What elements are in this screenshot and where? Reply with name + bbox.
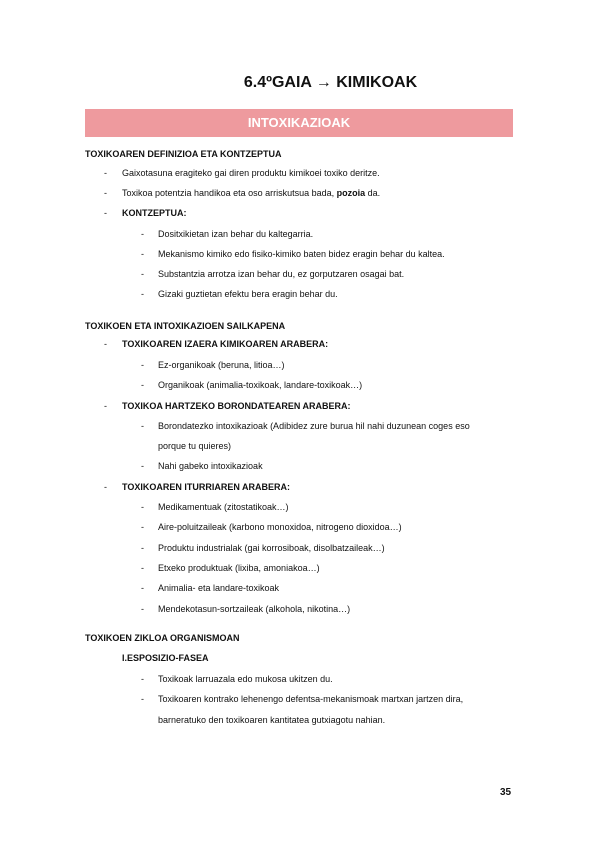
- list-item-text: Dositxikietan izan behar du kaltegarria.: [158, 229, 314, 239]
- list-item-text: Produktu industrialak (gai korrosiboak, disolbatzaileak…): [158, 543, 385, 553]
- list-item-text: Toxikoaren kontrako lehenengo defentsa-mekanismoak martxan jartzen dira,: [158, 694, 464, 704]
- list-item-text: barneratuko den toxikoaren kantitatea gutxiagotu nahian.: [158, 715, 386, 725]
- group-heading-text: TOXIKOA HARTZEKO BORONDATEAREN ARABERA:: [122, 401, 351, 411]
- poison-term: pozoia: [336, 188, 366, 198]
- list-item-text: Gaixotasuna eragiteko gai diren produktu kimikoei toxiko deritze.: [122, 168, 380, 178]
- bullet-dash: -: [104, 168, 107, 178]
- bullet-dash: -: [104, 208, 107, 218]
- section-heading-cycle: TOXIKOEN ZIKLOA ORGANISMOAN: [85, 633, 240, 643]
- list-item-text: porque tu quieres): [158, 441, 232, 451]
- list-item-text: Mekanismo kimiko edo fisiko-kimiko baten bidez eragin behar du kaltea.: [158, 249, 445, 259]
- list-item-text: Toxikoa potentzia handikoa eta oso arriskutsua bada, pozoia da.: [122, 188, 381, 198]
- list-item-text: Gizaki guztietan efektu bera eragin behar du.: [158, 289, 338, 299]
- list-item-text: Animalia- eta landare-toxikoak: [158, 583, 280, 593]
- section-heading-definition: TOXIKOAREN DEFINIZIOA ETA KONTZEPTUA: [85, 149, 282, 159]
- page-title: 6.4ºGAIA → KIMIKOAK: [243, 74, 418, 91]
- list-item-text: Nahi gabeko intoxikazioak: [158, 461, 263, 471]
- section-heading-classification: TOXIKOEN ETA INTOXIKAZIOEN SAILKAPENA: [85, 321, 286, 331]
- bullet-dash: -: [104, 188, 107, 198]
- concept-label: KONTZEPTUA:: [122, 208, 187, 218]
- list-item-text: Mendekotasun-sortzaileak (alkohola, nikotina…): [158, 604, 351, 614]
- list-item-text: Ez-organikoak (beruna, litioa…): [158, 360, 285, 370]
- list-item-text: Organikoak (animalia-toxikoak, landare-toxikoak…): [158, 380, 363, 390]
- page-number: 35: [500, 787, 512, 798]
- subsection-heading: I.ESPOSIZIO-FASEA: [122, 653, 209, 663]
- group-heading-text: TOXIKOAREN ITURRIAREN ARABERA:: [122, 482, 291, 492]
- list-item-text: Medikamentuak (zitostatikoak…): [158, 502, 289, 512]
- group-heading-text: TOXIKOAREN IZAERA KIMIKOAREN ARABERA:: [122, 339, 329, 349]
- list-item-text: Borondatezko intoxikazioak (Adibidez zure burua hil nahi duzunean coges eso: [158, 421, 470, 431]
- list-item-text: Toxikoak larruazala edo mukosa ukitzen du.: [158, 674, 333, 684]
- section-banner: INTOXIKAZIOAK: [85, 109, 513, 137]
- list-item-text: Substantzia arrotza izan behar du, ez gorputzaren osagai bat.: [158, 269, 405, 279]
- list-item-text: Etxeko produktuak (lixiba, amoniakoa…): [158, 563, 320, 573]
- list-item-text: Aire-poluitzaileak (karbono monoxidoa, nitrogeno dioxidoa…): [158, 522, 402, 532]
